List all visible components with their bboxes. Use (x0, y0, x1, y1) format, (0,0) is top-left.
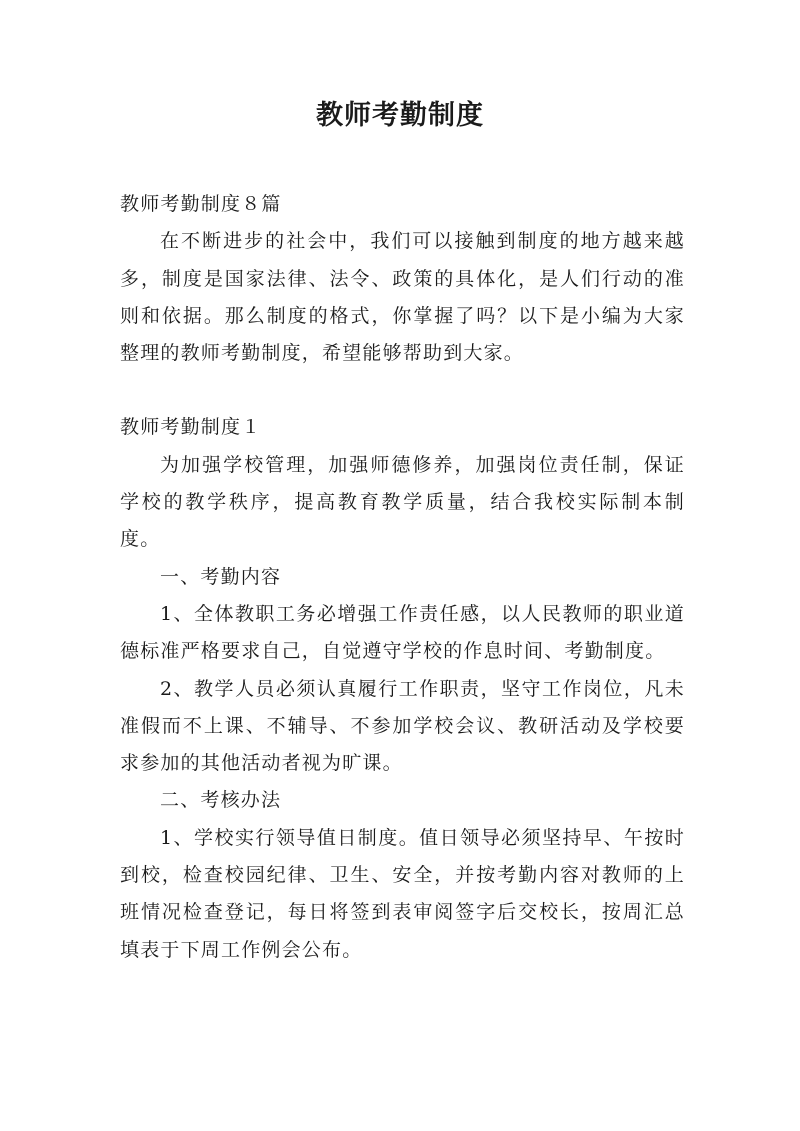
document-body (120, 186, 685, 969)
document-subtitle: 教师考勤制度８篇 (120, 193, 282, 215)
part2-item-1: 1、学校实行领导值日制度。值日领导必须坚持早、午按时到校，检查校园纪律、卫生、安全，并按考勤内容对教师的上班情况检查登记，每日将签到表审阅签字后交校长，按周汇总填表于下周工作例会公布。 (120, 826, 685, 961)
section-intro-paragraph: 为加强学校管理，加强师德修养，加强岗位责任制，保证学校的教学秩序，提高教育教学质量，结合我校实际制本制度。 (120, 453, 685, 551)
page-title: 教师考勤制度 (316, 100, 484, 131)
part1-item-2: 2、教学人员必须认真履行工作职责，坚守工作岗位，凡未准假而不上课、不辅导、不参加学校会议、教研活动及学校要求参加的其他活动者视为旷课。 (120, 677, 685, 775)
paragraph-gap (120, 372, 685, 409)
section-heading: 教师考勤制度１ (120, 416, 262, 439)
part2-heading: 二、考核办法 (160, 789, 282, 812)
intro-paragraph: 在不断进步的社会中，我们可以接触到制度的地方越来越多，制度是国家法律、法令、政策的具体化，是人们行动的准则和依据。那么制度的格式，你掌握了吗？以下是小编为大家整理的教师考勤制度，希望能够帮助到大家。 (120, 230, 685, 365)
part1-item-1: 1、全体教职工务必增强工作责任感，以人民教师的职业道德标准严格要求自己，自觉遵守学校的作息时间、考勤制度。 (120, 602, 685, 663)
part1-heading: 一、考勤内容 (160, 565, 282, 588)
